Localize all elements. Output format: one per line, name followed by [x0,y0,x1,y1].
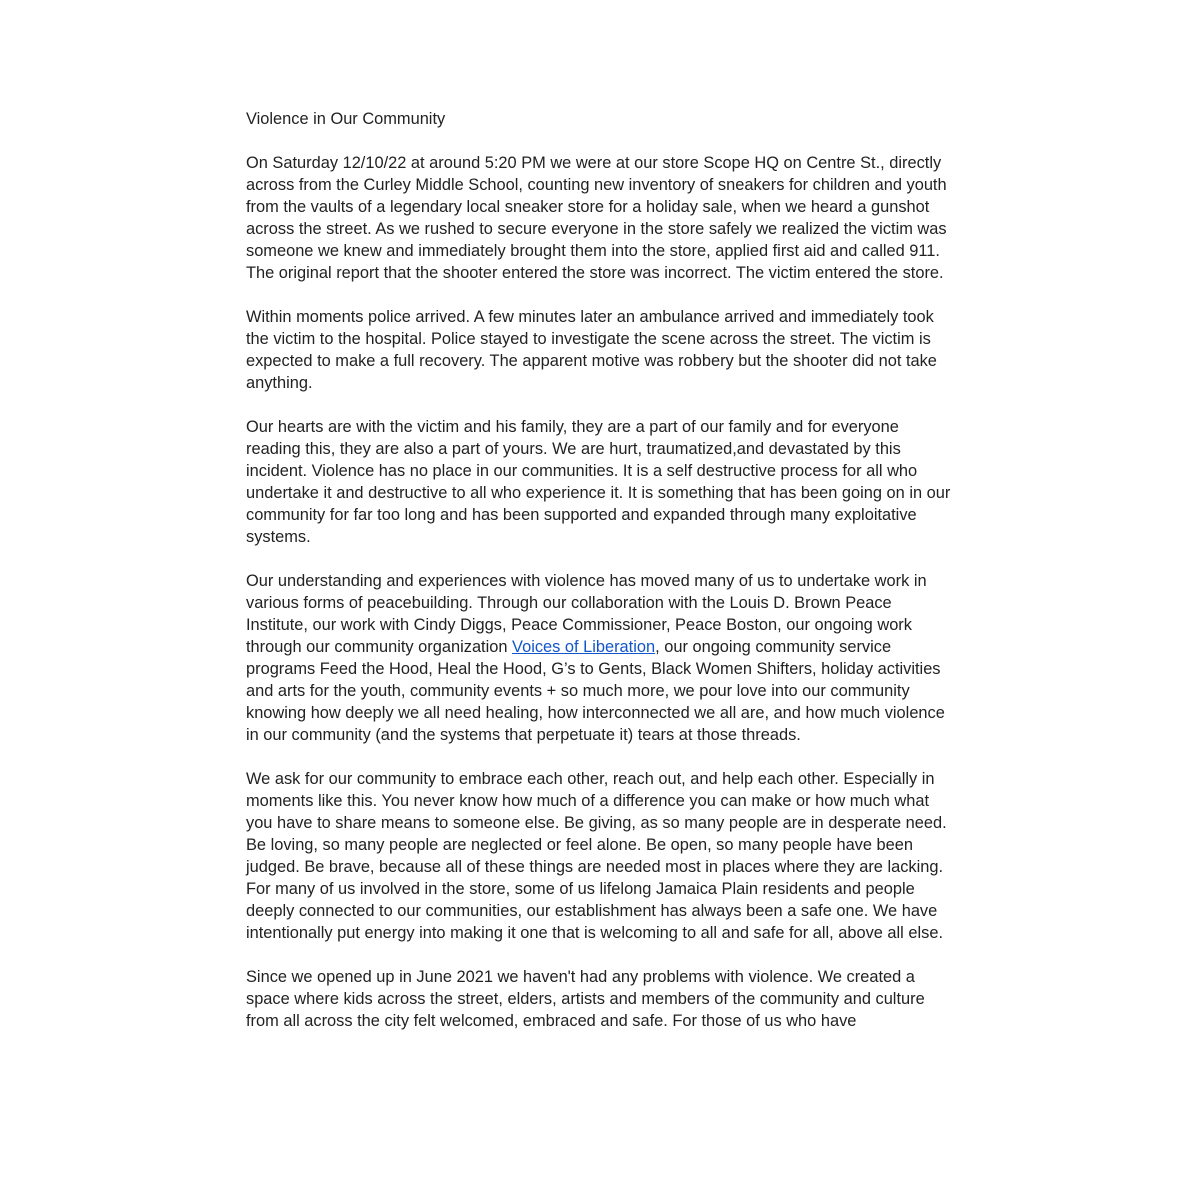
document-body [246,108,958,1054]
document-title: Violence in Our Community [246,110,446,128]
paragraph-since-opened: Since we opened up in June 2021 we haven't had any problems with violence. We created a space where kids across the street, elders, artists and members of the community and culture from all across the city felt welcomed, embraced and safe. For those of us who have [246,968,925,1030]
paragraph-peacebuilding-text-end: , our ongoing community service programs Feed the Hood, Heal the Hood, G’s to Gents, Black Women Shifters, holiday activities and arts for the youth, community events + so much more, we pour love into our community knowing how deeply we all need healing, how interconnected we all are, and how much violence in our community (and the systems that perpetuate it) tears at those threads. [246,638,945,744]
paragraph-hearts-with-victim: Our hearts are with the victim and his family, they are a part of our family and for everyone reading this, they are also a part of yours. We are hurt, traumatized,and devastated by this incident. Violence has no place in our communities. It is a self destructive process for all who undertake it and destructive to all who experience it. It is something that has been going on in our community for far too long and has been supported and expanded through many exploitative systems. [246,418,951,546]
paragraph-incident: On Saturday 12/10/22 at around 5:20 PM we were at our store Scope HQ on Centre St., directly across from the Curley Middle School, counting new inventory of sneakers for children and youth from the vaults of a legendary local sneaker store for a holiday sale, when we heard a gunshot across the street. As we rushed to secure everyone in the store safely we realized the victim was someone we knew and immediately brought them into the store, applied first aid and called 911. The original report that the shooter entered the store was incorrect. The victim entered the store. [246,154,947,282]
paragraph-peacebuilding [246,570,958,746]
paragraph-community-ask: We ask for our community to embrace each other, reach out, and help each other. Especially in moments like this. You never know how much of a difference you can make or how much what you have to share means to someone else. Be giving, as so many people are in desperate need. Be loving, so many people are neglected or feel alone. Be open, so many people have been judged. Be brave, because all of these things are needed most in places where they are lacking. For many of us involved in the store, some of us lifelong Jamaica Plain residents and people deeply connected to our communities, our establishment has always been a safe one. We have intentionally put energy into making it one that is welcoming to all and safe for all, above all else. [246,770,947,942]
voices-of-liberation-link[interactable]: Voices of Liberation [512,638,656,656]
paragraph-peacebuilding-text-start: Our understanding and experiences with violence has moved many of us to undertake work in various forms of peacebuilding. Through our collaboration with the Louis D. Brown Peace Institute, our work with Cindy Diggs, Peace Commissioner, Peace Boston, our ongoing work through our community organization [246,572,927,656]
paragraph-police-response: Within moments police arrived. A few minutes later an ambulance arrived and immediately took the victim to the hospital. Police stayed to investigate the scene across the street. The victim is expected to make a full recovery. The apparent motive was robbery but the shooter did not take anything. [246,308,937,392]
